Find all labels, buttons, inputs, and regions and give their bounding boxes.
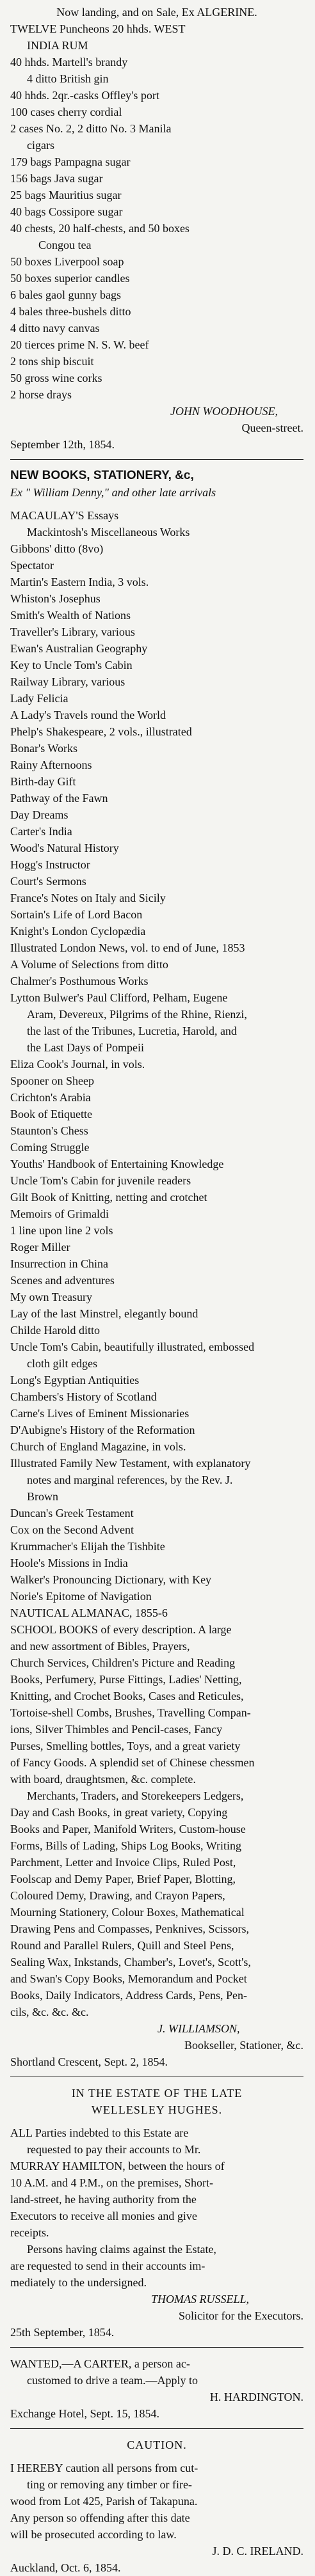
ad-line: 156 bags Java sugar bbox=[10, 172, 103, 185]
ad-line: land-street, he having authority from the bbox=[10, 2193, 197, 2206]
ad-date: Auckland, Oct. 6, 1854. bbox=[10, 2561, 121, 2574]
column-divider bbox=[10, 459, 303, 460]
ad-line: 50 gross wine corks bbox=[10, 372, 102, 384]
books-stationery-ad bbox=[10, 467, 303, 2070]
ad-line: Round and Parallel Rulers, Quill and Steel Pens, bbox=[10, 1939, 234, 1952]
ad-heading: Now landing, and on Sale, Ex ALGERINE. bbox=[56, 6, 257, 19]
ad-line: NAUTICAL ALMANAC, 1855-6 bbox=[10, 1606, 168, 1619]
ad-line: and new assortment of Bibles, Prayers, bbox=[10, 1640, 190, 1653]
ad-line: Spooner on Sheep bbox=[10, 1074, 94, 1087]
ad-line: Cox on the Second Advent bbox=[10, 1523, 134, 1536]
ad-line: receipts. bbox=[10, 2226, 49, 2239]
ad-signature-title: Solicitor for the Executors. bbox=[179, 2309, 303, 2322]
ad-line: requested to pay their accounts to Mr. bbox=[27, 2143, 201, 2156]
ad-line: Whiston's Josephus bbox=[10, 592, 101, 605]
book-list bbox=[10, 507, 303, 1621]
ad-signature: J. WILLIAMSON, bbox=[158, 2022, 240, 2035]
ad-line: Books, Perfumery, Purse Fittings, Ladies' Netting, bbox=[10, 1673, 242, 1686]
ad-line: Carne's Lives of Eminent Missionaries bbox=[10, 1407, 190, 1420]
ad-line: 40 bags Cossipore sugar bbox=[10, 205, 123, 218]
spacer bbox=[10, 2453, 303, 2460]
ad-line: Coloured Demy, Drawing, and Crayon Papers, bbox=[10, 1889, 225, 1902]
ad-line: 6 bales gaol gunny bags bbox=[10, 288, 121, 301]
ad-line: 179 bags Pampagna sugar bbox=[10, 155, 131, 168]
ad-line: Knitting, and Crochet Books, Cases and Reticules, bbox=[10, 1690, 244, 1702]
spacer bbox=[10, 501, 303, 507]
ad-line: D'Aubigne's History of the Reformation bbox=[10, 1424, 195, 1436]
ad-line: are requested to send in their accounts im- bbox=[10, 2259, 206, 2272]
ad-line: Tortoise-shell Combs, Brushes, Travelling Compan- bbox=[10, 1706, 251, 1719]
ad-line: Executors to receive all monies and give bbox=[10, 2210, 197, 2222]
ad-signature-place: Queen-street. bbox=[241, 421, 303, 434]
ad-line: mediately to the undersigned. bbox=[10, 2276, 147, 2289]
ad-line: cils, &c. &c. &c. bbox=[10, 2006, 89, 2018]
ad-line: the last of the Tribunes, Lucretia, Harold, and bbox=[27, 1025, 237, 1037]
ad-heading: IN THE ESTATE OF THE LATE bbox=[71, 2087, 243, 2100]
column-divider bbox=[10, 2347, 303, 2348]
ad-line: Traveller's Library, various bbox=[10, 625, 135, 638]
ad-line: Railway Library, various bbox=[10, 675, 125, 688]
ad-line: 4 ditto British gin bbox=[27, 72, 109, 85]
ad-line: Brown bbox=[27, 1490, 58, 1503]
ad-line: cloth gilt edges bbox=[27, 1357, 97, 1370]
ad-line: ions, Silver Thimbles and Pencil-cases, Fancy bbox=[10, 1723, 223, 1736]
ad-line: Congou tea bbox=[38, 239, 92, 251]
ad-line: 2 horse drays bbox=[10, 388, 72, 401]
ad-line: 50 boxes superior candles bbox=[10, 272, 130, 285]
ad-line: will be prosecuted according to law. bbox=[10, 2528, 177, 2541]
ad-line: Forms, Bills of Lading, Ships Log Books, Writing bbox=[10, 1839, 241, 1852]
caution-ad bbox=[10, 2437, 303, 2576]
ad-line: 10 A.M. and 4 P.M., on the premises, Short- bbox=[10, 2176, 213, 2189]
ad-line: Martin's Eastern India, 3 vols. bbox=[10, 576, 149, 588]
ad-line: Uncle Tom's Cabin, beautifully illustrated, embossed bbox=[10, 1340, 255, 1353]
ad-line: wood from Lot 425, Parish of Takapuna. bbox=[10, 2495, 198, 2508]
column-divider bbox=[10, 2428, 303, 2429]
algerine-sale-ad bbox=[10, 4, 303, 453]
ad-line: Foolscap and Demy Paper, Brief Paper, Blotting, bbox=[10, 1873, 236, 1885]
ad-line: Court's Sermons bbox=[10, 875, 86, 888]
ad-line: Day Dreams bbox=[10, 808, 69, 821]
ad-line: Memoirs of Grimaldi bbox=[10, 1207, 109, 1220]
ad-line: ting or removing any timber or fire- bbox=[27, 2478, 192, 2491]
ad-line: Smith's Wealth of Nations bbox=[10, 609, 131, 622]
ad-date: September 12th, 1854. bbox=[10, 438, 115, 451]
ad-line: Pathway of the Fawn bbox=[10, 792, 108, 805]
ad-subheading: Ex " William Denny," and other late arrivals bbox=[10, 486, 216, 499]
ad-line: My own Treasury bbox=[10, 1291, 93, 1303]
ad-line: cigars bbox=[27, 139, 54, 152]
ad-date: 25th September, 1854. bbox=[10, 2326, 115, 2339]
ad-line: 50 boxes Liverpool soap bbox=[10, 255, 124, 268]
ad-line: Uncle Tom's Cabin for juvenile readers bbox=[10, 1174, 191, 1187]
ad-heading: NEW BOOKS, STATIONERY, &c, bbox=[10, 469, 194, 482]
ad-heading: CAUTION. bbox=[127, 2439, 187, 2451]
ad-line: Books, Daily Indicators, Address Cards, Pens, Pen- bbox=[10, 1989, 247, 2002]
ad-line: Book of Etiquette bbox=[10, 1108, 92, 1120]
ad-line: Sortain's Life of Lord Bacon bbox=[10, 908, 143, 921]
ad-line: Childe Harold ditto bbox=[10, 1324, 100, 1337]
ad-line: A Volume of Selections from ditto bbox=[10, 958, 168, 971]
ad-line: the Last Days of Pompeii bbox=[27, 1041, 144, 1054]
ad-line: 1 line upon line 2 vols bbox=[10, 1224, 113, 1237]
ad-line: I HEREBY caution all persons from cut- bbox=[10, 2462, 198, 2474]
ad-line: 40 hhds. 2qr.-casks Offley's port bbox=[10, 89, 159, 102]
ad-line: Hoole's Missions in India bbox=[10, 1557, 128, 1569]
ad-line: 20 tierces prime N. S. W. beef bbox=[10, 338, 149, 351]
ad-line: Lytton Bulwer's Paul Clifford, Pelham, Eugene bbox=[10, 991, 228, 1004]
ad-line: and Swan's Copy Books, Memorandum and Pocket bbox=[10, 1972, 247, 1985]
wanted-carter-ad bbox=[10, 2355, 303, 2422]
ad-line: SCHOOL BOOKS of every description. A large bbox=[10, 1623, 232, 1636]
ad-line: Merchants, Traders, and Storekeepers Ledgers, bbox=[27, 1789, 244, 1802]
ad-line: customed to drive a team.—Apply to bbox=[27, 2374, 198, 2387]
ad-line: INDIA RUM bbox=[27, 39, 88, 52]
ad-line: Day and Cash Books, in great variety, Copying bbox=[10, 1806, 228, 1819]
ad-line: Wood's Natural History bbox=[10, 842, 119, 854]
ad-signature: J. D. C. IRELAND. bbox=[212, 2545, 303, 2557]
estate-notice-ad bbox=[10, 2085, 303, 2341]
ad-line: Eliza Cook's Journal, in vols. bbox=[10, 1058, 145, 1071]
ad-line: 40 chests, 20 half-chests, and 50 boxes bbox=[10, 222, 190, 235]
ad-line: Chalmer's Posthumous Works bbox=[10, 975, 149, 987]
ad-line: Parchment, Letter and Invoice Clips, Ruled Post, bbox=[10, 1856, 236, 1869]
ad-line: Phelp's Shakespeare, 2 vols., illustrated bbox=[10, 725, 192, 738]
ad-line: Books and Paper, Manifold Writers, Custom-house bbox=[10, 1823, 246, 1835]
ad-line: Church Services, Children's Picture and Reading bbox=[10, 1656, 236, 1669]
ad-line: Norie's Epitome of Navigation bbox=[10, 1590, 152, 1603]
ad-line: Bonar's Works bbox=[10, 742, 77, 755]
ad-line: Birth-day Gift bbox=[10, 775, 76, 788]
ad-line: France's Notes on Italy and Sicily bbox=[10, 891, 166, 904]
ad-line: Mackintosh's Miscellaneous Works bbox=[27, 526, 190, 538]
ad-line: 2 tons ship biscuit bbox=[10, 355, 94, 368]
ad-line: Purses, Smelling bottles, Toys, and a great variety bbox=[10, 1740, 241, 1752]
ad-line: 40 hhds. Martell's brandy bbox=[10, 56, 128, 68]
ad-line: Walker's Pronouncing Dictionary, with Key bbox=[10, 1573, 212, 1586]
ad-line: Long's Egyptian Antiquities bbox=[10, 1374, 140, 1386]
ad-line: Church of England Magazine, in vols. bbox=[10, 1440, 186, 1453]
ad-line: TWELVE Puncheons 20 hhds. WEST bbox=[10, 22, 186, 35]
ad-line: 25 bags Mauritius sugar bbox=[10, 189, 122, 201]
ad-signature: JOHN WOODHOUSE, bbox=[170, 405, 278, 418]
ad-line: Crichton's Arabia bbox=[10, 1091, 91, 1104]
ad-line: Lay of the last Minstrel, elegantly bound bbox=[10, 1307, 198, 1320]
ad-line: Carter's India bbox=[10, 825, 72, 838]
ad-line: A Lady's Travels round the World bbox=[10, 709, 166, 721]
ad-date: Shortland Crescent, Sept. 2, 1854. bbox=[10, 2055, 168, 2068]
ad-line: Lady Felicia bbox=[10, 692, 69, 705]
ad-signature: THOMAS RUSSELL, bbox=[151, 2293, 250, 2305]
ad-line: Duncan's Greek Testament bbox=[10, 1507, 134, 1520]
ad-line: Chambers's History of Scotland bbox=[10, 1390, 157, 1403]
ad-line: Hogg's Instructor bbox=[10, 858, 90, 871]
ad-line: Roger Miller bbox=[10, 1241, 70, 1253]
ad-line: Rainy Afternoons bbox=[10, 758, 92, 771]
ad-line: Scenes and adventures bbox=[10, 1274, 115, 1287]
ad-line: Key to Uncle Tom's Cabin bbox=[10, 659, 133, 671]
spacer bbox=[10, 2118, 303, 2124]
ad-line: Persons having claims against the Estate, bbox=[27, 2243, 216, 2256]
stationery-description bbox=[10, 1621, 303, 2020]
ad-line: ALL Parties indebted to this Estate are bbox=[10, 2126, 189, 2139]
ad-line: WANTED,—A CARTER, a person ac- bbox=[10, 2357, 190, 2370]
ad-line: Coming Struggle bbox=[10, 1141, 90, 1154]
ad-heading: WELLESLEY HUGHES. bbox=[91, 2103, 223, 2116]
ad-line: Youths' Handbook of Entertaining Knowledge bbox=[10, 1158, 224, 1170]
estate-notice-text bbox=[10, 2124, 303, 2291]
ad-signature-title: Bookseller, Stationer, &c. bbox=[184, 2039, 303, 2052]
ad-line: Illustrated London News, vol. to end of June, 1853 bbox=[10, 941, 245, 954]
ad-line: Ewan's Australian Geography bbox=[10, 642, 148, 655]
ad-line: Illustrated Family New Testament, with explanatory bbox=[10, 1457, 251, 1470]
ad-line: Drawing Pens and Compasses, Penknives, Scissors, bbox=[10, 1922, 249, 1935]
ad-line: with board, draughtsmen, &c. complete. bbox=[10, 1773, 196, 1786]
ad-line: Gilt Book of Knitting, netting and crotchet bbox=[10, 1191, 207, 1204]
ad-line: Mourning Stationery, Colour Boxes, Mathematical bbox=[10, 1906, 245, 1919]
ad-date: Exchange Hotel, Sept. 15, 1854. bbox=[10, 2407, 159, 2420]
ad-line: 100 cases cherry cordial bbox=[10, 106, 122, 118]
ad-line: MURRAY HAMILTON, between the hours of bbox=[10, 2160, 225, 2172]
ad-line: notes and marginal references, by the Rev. J. bbox=[27, 1473, 233, 1486]
ad-line: Sealing Wax, Inkstands, Chamber's, Lovet's, Scott's, bbox=[10, 1956, 251, 1968]
ad-line: Knight's London Cyclopædia bbox=[10, 925, 146, 938]
ad-line: 4 ditto navy canvas bbox=[10, 322, 100, 334]
ad-line: Any person so offending after this date bbox=[10, 2511, 190, 2524]
ad-line: Staunton's Chess bbox=[10, 1124, 88, 1137]
ad-signature: H. HARDINGTON. bbox=[209, 2391, 303, 2403]
ad-line: Aram, Devereux, Pilgrims of the Rhine, Rienzi, bbox=[27, 1008, 247, 1021]
ad-line: Krummacher's Elijah the Tishbite bbox=[10, 1540, 165, 1553]
ad-line: Gibbons' ditto (8vo) bbox=[10, 542, 104, 555]
ad-line: of Fancy Goods. A splendid set of Chinese chessmen bbox=[10, 1756, 255, 1769]
ad-line: 2 cases No. 2, 2 ditto No. 3 Manila bbox=[10, 122, 172, 135]
ad-line: 4 bales three-bushels ditto bbox=[10, 305, 131, 318]
ad-line: Insurrection in China bbox=[10, 1257, 108, 1270]
ad-line: MACAULAY'S Essays bbox=[10, 509, 119, 522]
ad-line: Spectator bbox=[10, 559, 54, 572]
